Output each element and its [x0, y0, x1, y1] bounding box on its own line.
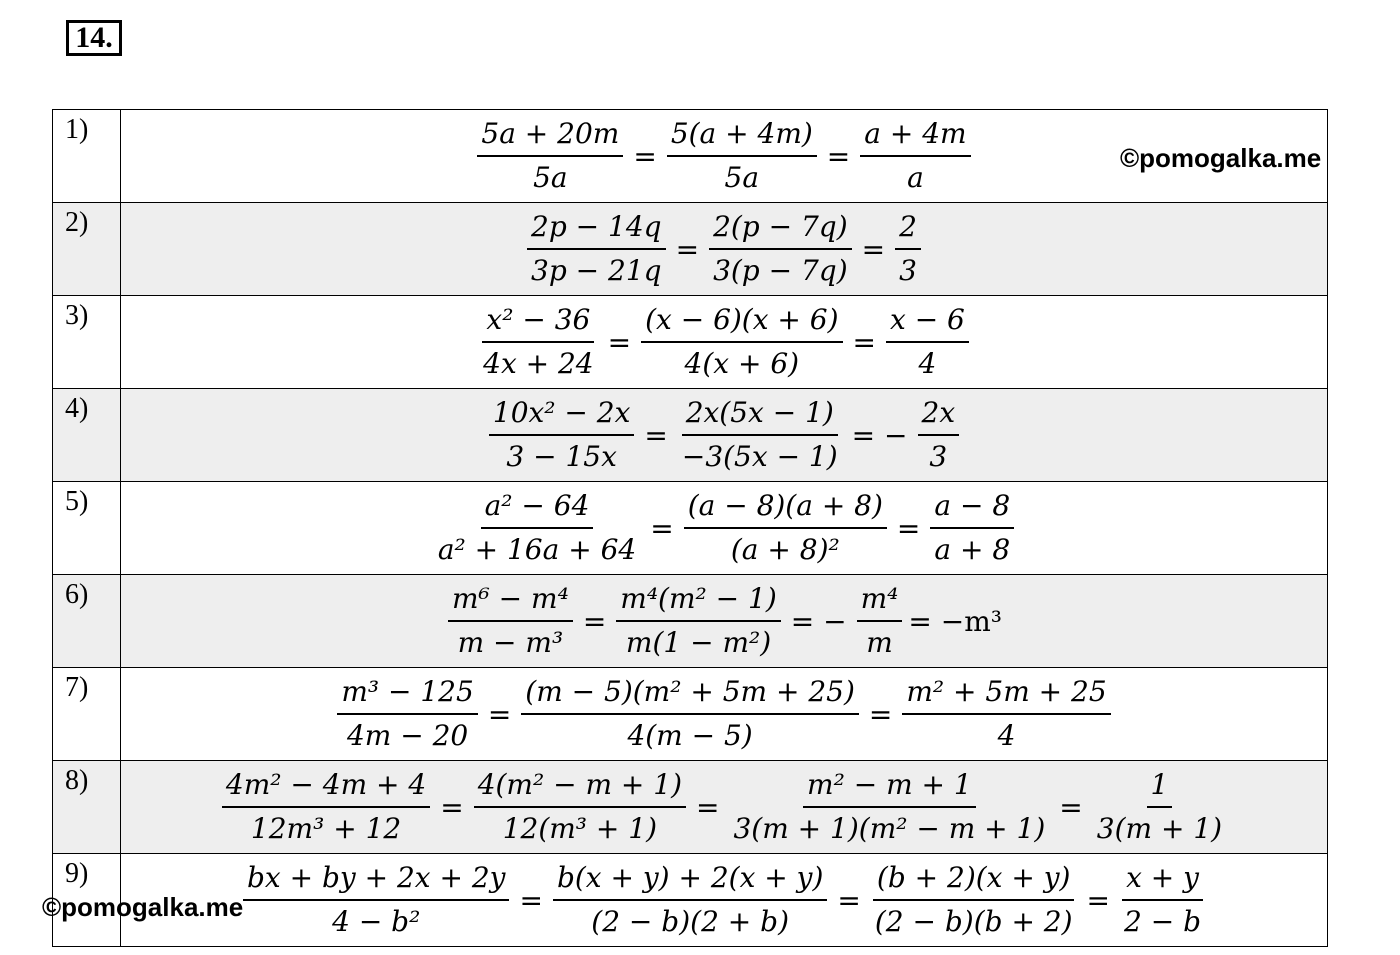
equation-operator: =: [861, 232, 886, 266]
fraction-numerator: (a − 8)(a + 8): [684, 489, 887, 529]
fraction-numerator: (m − 5)(m² + 5m + 25): [521, 675, 859, 715]
solution-row: [53, 761, 1328, 854]
fraction-denominator: 4(x + 6): [684, 347, 800, 380]
equation: [333, 675, 1114, 753]
row-expression-cell: [121, 761, 1328, 854]
fraction-denominator: 4(m − 5): [627, 719, 753, 752]
fraction-denominator: 3(p − 7q): [713, 254, 848, 287]
equation-operator: = −: [851, 418, 908, 452]
equation-operator: =: [582, 604, 607, 638]
fraction-denominator: (2 − b)(b + 2): [874, 905, 1073, 938]
equation-operator: =: [896, 511, 921, 545]
row-number: 1): [53, 110, 121, 203]
equation: [218, 768, 1230, 846]
fraction-numerator: m⁴(m² − 1): [616, 582, 780, 622]
row-number: 3): [53, 296, 121, 389]
row-number: 4): [53, 389, 121, 482]
task-number: 14.: [66, 20, 122, 56]
fraction-numerator: (x − 6)(x + 6): [641, 303, 842, 343]
fraction: [222, 768, 430, 846]
fraction: [521, 675, 859, 753]
fraction: [886, 303, 969, 381]
fraction: [1120, 861, 1205, 939]
fraction-numerator: 5(a + 4m): [667, 117, 817, 157]
fraction-numerator: 4(m² − m + 1): [474, 768, 686, 808]
row-number: 5): [53, 482, 121, 575]
fraction: [918, 396, 960, 474]
fraction-denominator: 3(m + 1)(m² − m + 1): [733, 812, 1046, 845]
row-expression-cell: [121, 296, 1328, 389]
fraction-denominator: 4x + 24: [483, 347, 594, 380]
fraction-denominator: 4m − 20: [346, 719, 469, 752]
fraction-denominator: 3(m + 1): [1096, 812, 1223, 845]
fraction-numerator: bx + by + 2x + 2y: [243, 861, 509, 901]
fraction-denominator: 3: [899, 254, 917, 287]
fraction-numerator: x + y: [1122, 861, 1203, 901]
equation-operator: =: [675, 232, 700, 266]
equation-operator: = −m³: [908, 604, 1002, 638]
fraction: [684, 489, 887, 567]
fraction: [895, 210, 921, 288]
fraction: [729, 768, 1049, 846]
fraction: [434, 489, 640, 567]
row-number: 8): [53, 761, 121, 854]
equation: [475, 303, 973, 381]
fraction: [667, 117, 817, 195]
fraction-numerator: m⁴: [857, 582, 903, 622]
equation-operator: =: [826, 139, 851, 173]
equation-operator: =: [650, 511, 674, 545]
solutions-table-body: [53, 110, 1328, 947]
equation-operator: =: [868, 697, 893, 731]
row-number: 7): [53, 668, 121, 761]
row-expression-cell: [121, 575, 1328, 668]
equation: [444, 582, 1004, 660]
fraction-denominator: −3(5x − 1): [681, 440, 838, 473]
solutions-table: [52, 109, 1328, 947]
row-expression-cell: [121, 203, 1328, 296]
solution-row: [53, 203, 1328, 296]
equation-operator: =: [440, 790, 464, 824]
fraction-numerator: m² + 5m + 25: [902, 675, 1110, 715]
fraction: [477, 117, 623, 195]
fraction-denominator: 3p − 21q: [531, 254, 662, 287]
equation-operator: =: [696, 790, 720, 824]
solution-row: [53, 482, 1328, 575]
watermark-top-right: ©pomogalka.me: [1120, 143, 1322, 173]
fraction: [479, 303, 598, 381]
fraction-numerator: 4m² − 4m + 4: [222, 768, 430, 808]
row-expression-cell: [121, 854, 1328, 947]
watermark-bottom-left: ©pomogalka.me: [42, 892, 244, 922]
equation: [473, 117, 974, 195]
equation-operator: =: [633, 139, 657, 173]
fraction-numerator: 2(p − 7q): [709, 210, 852, 250]
fraction-denominator: m: [866, 626, 893, 659]
fraction-denominator: 3 − 15x: [506, 440, 617, 473]
row-number: 9): [53, 854, 121, 947]
fraction: [678, 396, 842, 474]
fraction: [448, 582, 573, 660]
fraction-numerator: a + 4m: [860, 117, 970, 157]
fraction-denominator: 12m³ + 12: [250, 812, 402, 845]
equation-operator: =: [519, 883, 543, 917]
fraction: [616, 582, 780, 660]
fraction-denominator: m − m³: [457, 626, 564, 659]
equation-operator: =: [1059, 790, 1083, 824]
equation-operator: =: [837, 883, 861, 917]
equation: [485, 396, 963, 474]
equation-operator: =: [487, 697, 512, 731]
fraction-denominator: 5a: [724, 161, 760, 194]
solution-row: [53, 668, 1328, 761]
solution-row: [53, 389, 1328, 482]
fraction: [527, 210, 666, 288]
fraction: [489, 396, 635, 474]
fraction: [474, 768, 686, 846]
fraction: [930, 489, 1014, 567]
equation: [523, 210, 925, 288]
fraction-numerator: m⁶ − m⁴: [448, 582, 573, 622]
fraction-numerator: b(x + y) + 2(x + y): [553, 861, 827, 901]
fraction-numerator: x² − 36: [482, 303, 594, 343]
fraction-denominator: 12(m³ + 1): [502, 812, 658, 845]
fraction: [709, 210, 852, 288]
equation-operator: =: [1086, 883, 1111, 917]
fraction-numerator: 2: [895, 210, 921, 250]
equation-operator: =: [852, 325, 876, 359]
fraction: [857, 582, 903, 660]
row-expression-cell: [121, 668, 1328, 761]
fraction: [641, 303, 842, 381]
fraction-denominator: a: [907, 161, 924, 194]
fraction-numerator: m² − m + 1: [803, 768, 976, 808]
fraction-numerator: (b + 2)(x + y): [873, 861, 1075, 901]
equation: [430, 489, 1018, 567]
fraction: [902, 675, 1110, 753]
fraction: [1093, 768, 1226, 846]
fraction-numerator: 10x² − 2x: [489, 396, 635, 436]
fraction-denominator: 4 − b²: [332, 905, 421, 938]
fraction-denominator: a² + 16a + 64: [437, 533, 637, 566]
fraction: [553, 861, 827, 939]
fraction-denominator: m(1 − m²): [625, 626, 772, 659]
fraction-numerator: 2p − 14q: [527, 210, 666, 250]
fraction-numerator: 5a + 20m: [477, 117, 623, 157]
fraction-numerator: 2x(5x − 1): [682, 396, 838, 436]
fraction-denominator: 2 − b: [1124, 905, 1202, 938]
row-expression-cell: [121, 482, 1328, 575]
fraction: [860, 117, 970, 195]
equation-operator: = −: [790, 604, 847, 638]
fraction: [337, 675, 477, 753]
equation-operator: =: [644, 418, 668, 452]
row-number: 6): [53, 575, 121, 668]
fraction-numerator: a² − 64: [481, 489, 594, 529]
fraction-denominator: (a + 8)²: [730, 533, 840, 566]
row-expression-cell: [121, 389, 1328, 482]
fraction-denominator: 3: [929, 440, 948, 473]
fraction-numerator: x − 6: [886, 303, 969, 343]
fraction-denominator: (2 − b)(2 + b): [591, 905, 789, 938]
equation-operator: =: [607, 325, 632, 359]
fraction-denominator: a + 8: [934, 533, 1011, 566]
solution-row: [53, 296, 1328, 389]
fraction: [243, 861, 509, 939]
fraction-denominator: 5a: [533, 161, 568, 194]
fraction-numerator: m³ − 125: [337, 675, 477, 715]
fraction-denominator: 4: [918, 347, 937, 380]
fraction-numerator: 2x: [918, 396, 960, 436]
equation: [239, 861, 1209, 939]
solution-row: [53, 854, 1328, 947]
row-number: 2): [53, 203, 121, 296]
solution-row: [53, 575, 1328, 668]
fraction-denominator: 4: [997, 719, 1016, 752]
fraction: [871, 861, 1077, 939]
fraction-numerator: a − 8: [930, 489, 1014, 529]
fraction-numerator: 1: [1147, 768, 1173, 808]
